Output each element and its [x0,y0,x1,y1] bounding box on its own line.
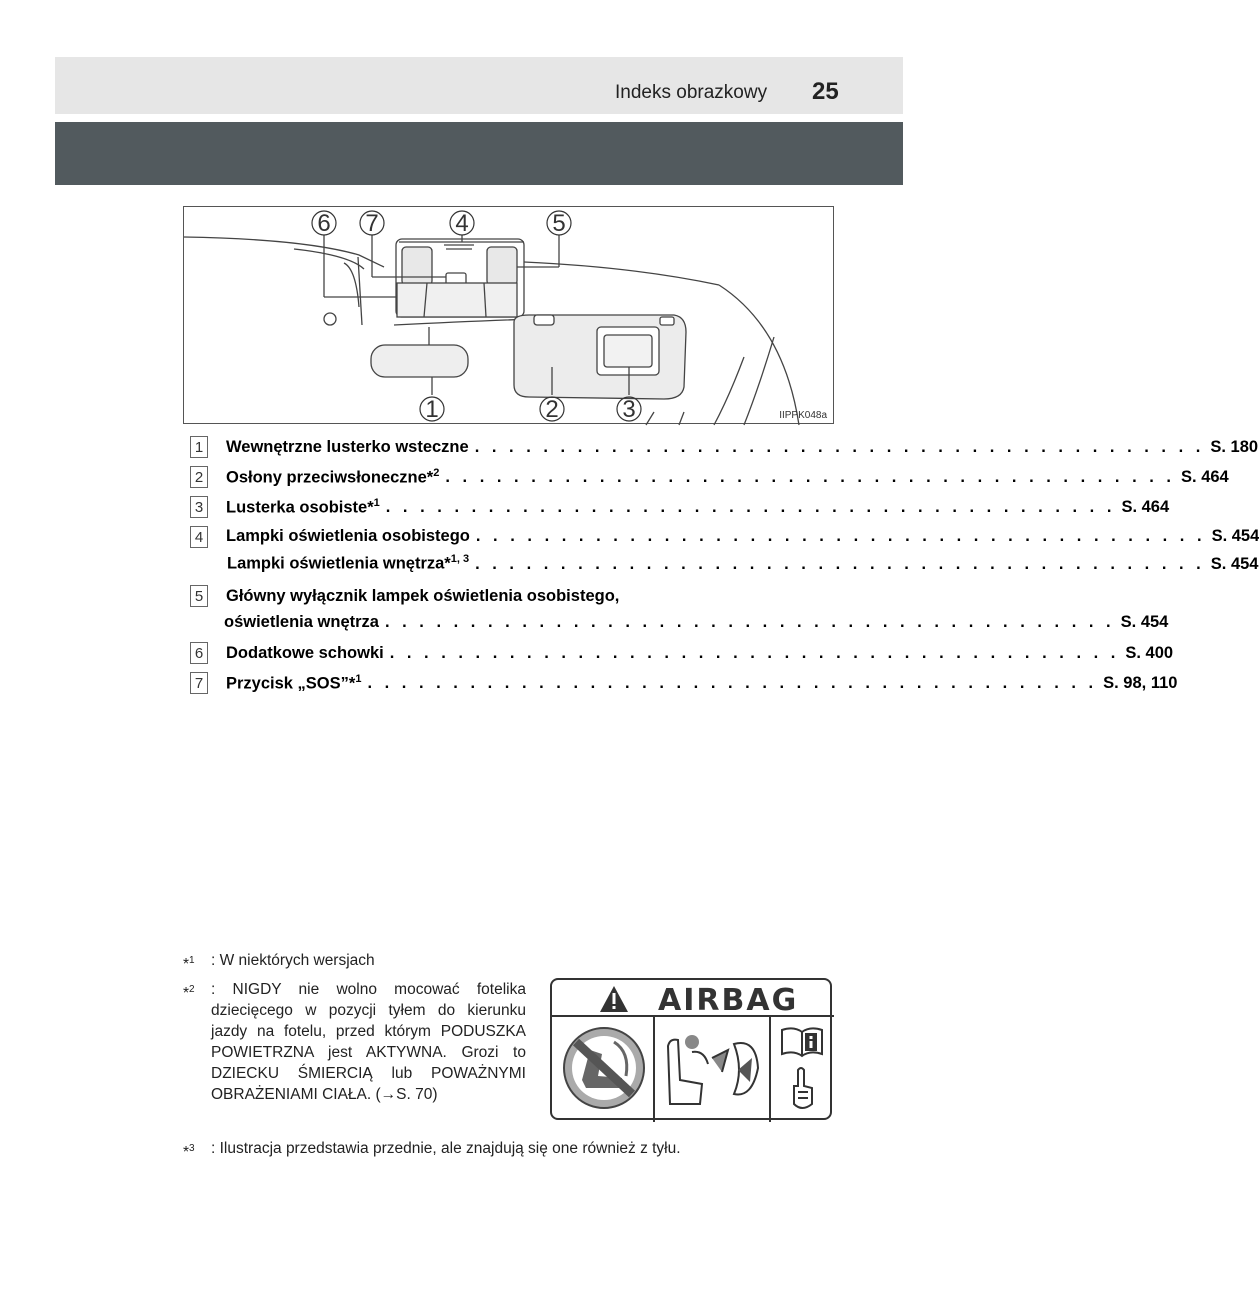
page-reference: S. 454 [1120,613,1169,631]
item-number: 5 [190,585,208,607]
list-item: 4 Lampki oświetlenia osobistego . . . . . . . . . . . . . . . . . . . . . . . . . . . . . . . . . . . . . . . . . . . S. 454 Lampki oświetlenia wnętrza*$^{1, 3}$ . . . . . . . . . . . . . . . . . . . . . . . . . . . . . . . . . . . . . . . . . . . S. 454 [190,522,802,580]
footnote-text: : Ilustracja przedstawia przednie, ale znajdują się one również z tyłu. [211,1140,681,1157]
item-number: 3 [190,496,208,518]
callout-7: 7 [365,210,379,237]
item-sub-label: Lampki oświetlenia wnętrza* [227,554,451,573]
item-number: 2 [190,466,208,488]
page-reference: S. 464 [1181,468,1229,487]
footnote-2: *$^2$ : NIGDY nie wolno mocować fotelika dziecięcego w pozycji tyłem do kierunku jazdy na fotelu, przed którym PODUSZKA POWIETRZNA jest AKTYWNA. Grozi to DZIECKU ŚMIERCIĄ lub POWAŻNYMI OBRAŻENIAMI CIAŁA. (→S. 70) [183,981,526,1103]
footnote-text: : NIGDY nie wolno mocować fotelika dziecięcego w pozycji tyłem do kierunku jazdy na fotelu, przed którym PODUSZKA POWIETRZNA jest AKTYWNA. Grozi to DZIECKU ŚMIERCIĄ lub POWAŻNYMI OBRAŻENIAMI CIAŁA. (→S. 70) [211,981,526,1103]
item-number: 7 [190,672,208,694]
image-code: IIPPK048a [779,410,827,421]
callout-6: 6 [317,210,331,237]
item-superscript: 1 [355,672,362,685]
footnote-text: : W niektórych wersjach [211,952,375,969]
callout-2: 2 [545,396,559,423]
callout-3: 3 [622,396,636,423]
airbag-deploy-icon [668,1035,758,1104]
page-reference: S. 464 [1121,498,1170,517]
callout-1: 1 [425,396,439,423]
item-label: Osłony przeciwsłoneczne* [226,468,434,487]
item-label: Dodatkowe schowki [226,643,384,662]
page-section-title: Indeks obrazkowy [615,82,768,103]
list-item: 2 Osłony przeciwsłoneczne*$^2$ . . . . . . . . . . . . . . . . . . . . . . . . . . . . . . . . . . . . . . . . . . . S. 464 [190,462,802,492]
list-item: 5 Główny wyłącznik lampek oświetlenia osobistego, oświetlenia wnętrza . . . . . . . . . . . . . . . . . . . . . . . . . . . . . . . . . . . . . . . . . . . S. 454 [190,580,802,638]
page-reference: S. 180 [1210,437,1259,456]
list-item: 7 Przycisk „SOS”*$^1$ . . . . . . . . . . . . . . . . . . . . . . . . . . . . . . . . . . . . . . . . . . . S. 98, 110 [190,668,802,698]
overhead-console-drawing [184,207,835,425]
item-number: 4 [190,526,208,548]
page-reference: S. 454 [1210,554,1259,573]
section-band [55,122,903,185]
airbag-word: AIRBAG [658,983,799,1018]
item-number: 1 [190,436,208,458]
item-superscript: 2 [433,466,440,479]
item-label: Lampki oświetlenia osobistego [226,527,470,545]
pointing-hand-icon [794,1068,812,1108]
item-sub-superscript: 1, 3 [450,553,470,565]
item-label: Wewnętrzne lusterko wsteczne [226,437,469,456]
item-superscript: 1 [373,496,380,509]
page-reference: S. 400 [1125,643,1174,662]
callout-4: 4 [455,210,469,237]
airbag-warning-label [550,978,832,1120]
header-band [55,57,903,114]
no-child-seat-icon [564,1028,644,1108]
item-label: Przycisk „SOS”* [226,674,356,693]
page-reference: S. 98, 110 [1103,674,1178,693]
list-item: 6 Dodatkowe schowki . . . . . . . . . . . . . . . . . . . . . . . . . . . . . . . . . . . . . . . . . . . S. 400 [190,638,802,668]
car-interior-illustration [183,206,834,424]
footnote-1: *$^1$ : W niektórych wersjach [183,952,375,974]
manual-book-icon [782,1028,822,1056]
item-label: Lusterka osobiste* [226,498,374,517]
item-sub-label: oświetlenia wnętrza [224,613,379,631]
item-label: Główny wyłącznik lampek oświetlenia osobistego, [226,587,620,605]
page-number: 25 [812,78,839,105]
callout-5: 5 [552,210,566,237]
item-number: 6 [190,642,208,664]
item-list [190,432,1259,698]
list-item: 3 Lusterka osobiste*$^1$ . . . . . . . . . . . . . . . . . . . . . . . . . . . . . . . . . . . . . . . . . . . S. 464 [190,492,802,522]
list-item: 1 Wewnętrzne lusterko wsteczne . . . . . . . . . . . . . . . . . . . . . . . . . . . . . . . . . . . . . . . . . . . S. 180 [190,432,802,462]
footnote-3: *$^3$ : Ilustracja przedstawia przednie, ale znajdują się one również z tyłu. [183,1140,681,1162]
page-reference: S. 454 [1211,527,1259,545]
